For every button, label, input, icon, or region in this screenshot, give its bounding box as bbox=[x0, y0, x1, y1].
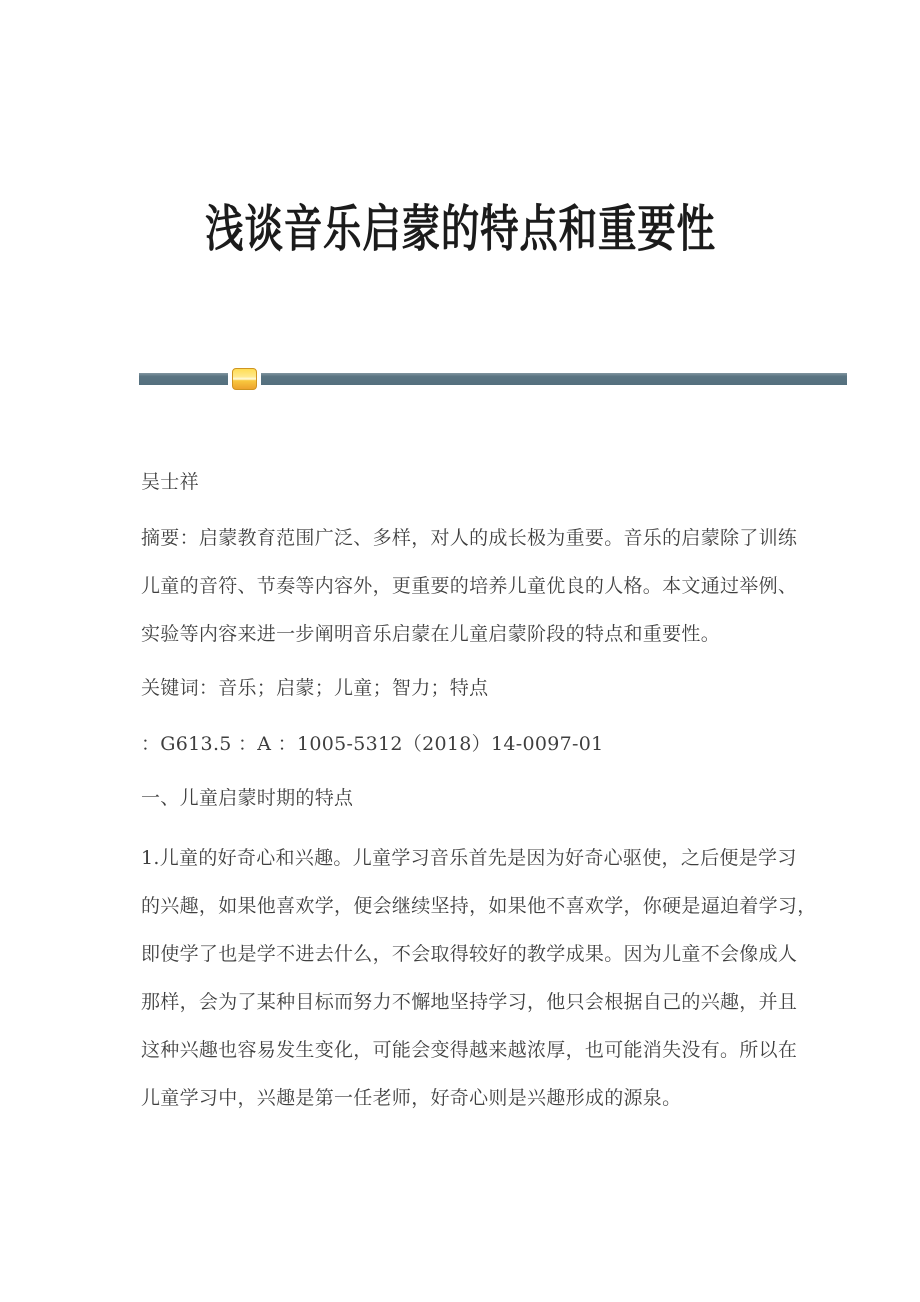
abstract-line-1: 摘要：启蒙教育范围广泛、多样，对人的成长极为重要。音乐的启蒙除了训练 bbox=[141, 527, 798, 549]
gold-badge-icon bbox=[232, 368, 257, 390]
abstract-line-2: 儿童的音符、节奏等内容外，更重要的培养儿童优良的人格。本文通过举例、 bbox=[141, 575, 798, 597]
article-body bbox=[141, 458, 817, 1122]
page-title bbox=[0, 196, 920, 262]
abstract-line-3: 实验等内容来进一步阐明音乐启蒙在儿童启蒙阶段的特点和重要性。 bbox=[141, 623, 721, 645]
paragraph-line-2: 的兴趣，如果他喜欢学，便会继续坚持，如果他不喜欢学，你硬是逼迫着学习， bbox=[141, 895, 817, 917]
section-heading: 一、儿童启蒙时期的特点 bbox=[141, 787, 354, 809]
paragraph-line-5: 这种兴趣也容易发生变化，可能会变得越来越浓厚，也可能消失没有。所以在 bbox=[141, 1039, 798, 1061]
paragraph-line-1: 1.儿童的好奇心和兴趣。儿童学习音乐首先是因为好奇心驱使，之后便是学习 bbox=[141, 847, 797, 869]
title-divider-bar bbox=[139, 373, 847, 385]
page-title-text: 浅谈音乐启蒙的特点和重要性 bbox=[204, 199, 716, 258]
paragraph-line-4: 那样，会为了某种目标而努力不懈地坚持学习，他只会根据自己的兴趣，并且 bbox=[141, 991, 798, 1013]
paragraph-line-3: 即使学了也是学不进去什么，不会取得较好的教学成果。因为儿童不会像成人 bbox=[141, 943, 798, 965]
author-name: 吴士祥 bbox=[141, 471, 199, 493]
paragraph-line-6: 儿童学习中，兴趣是第一任老师，好奇心则是兴趣形成的源泉。 bbox=[141, 1087, 682, 1109]
keywords-line: 关键词：音乐；启蒙；儿童；智力；特点 bbox=[141, 677, 489, 699]
classification-line: ：G613.5 ：A ：1005-5312（2018）14-0097-01 bbox=[141, 733, 604, 755]
